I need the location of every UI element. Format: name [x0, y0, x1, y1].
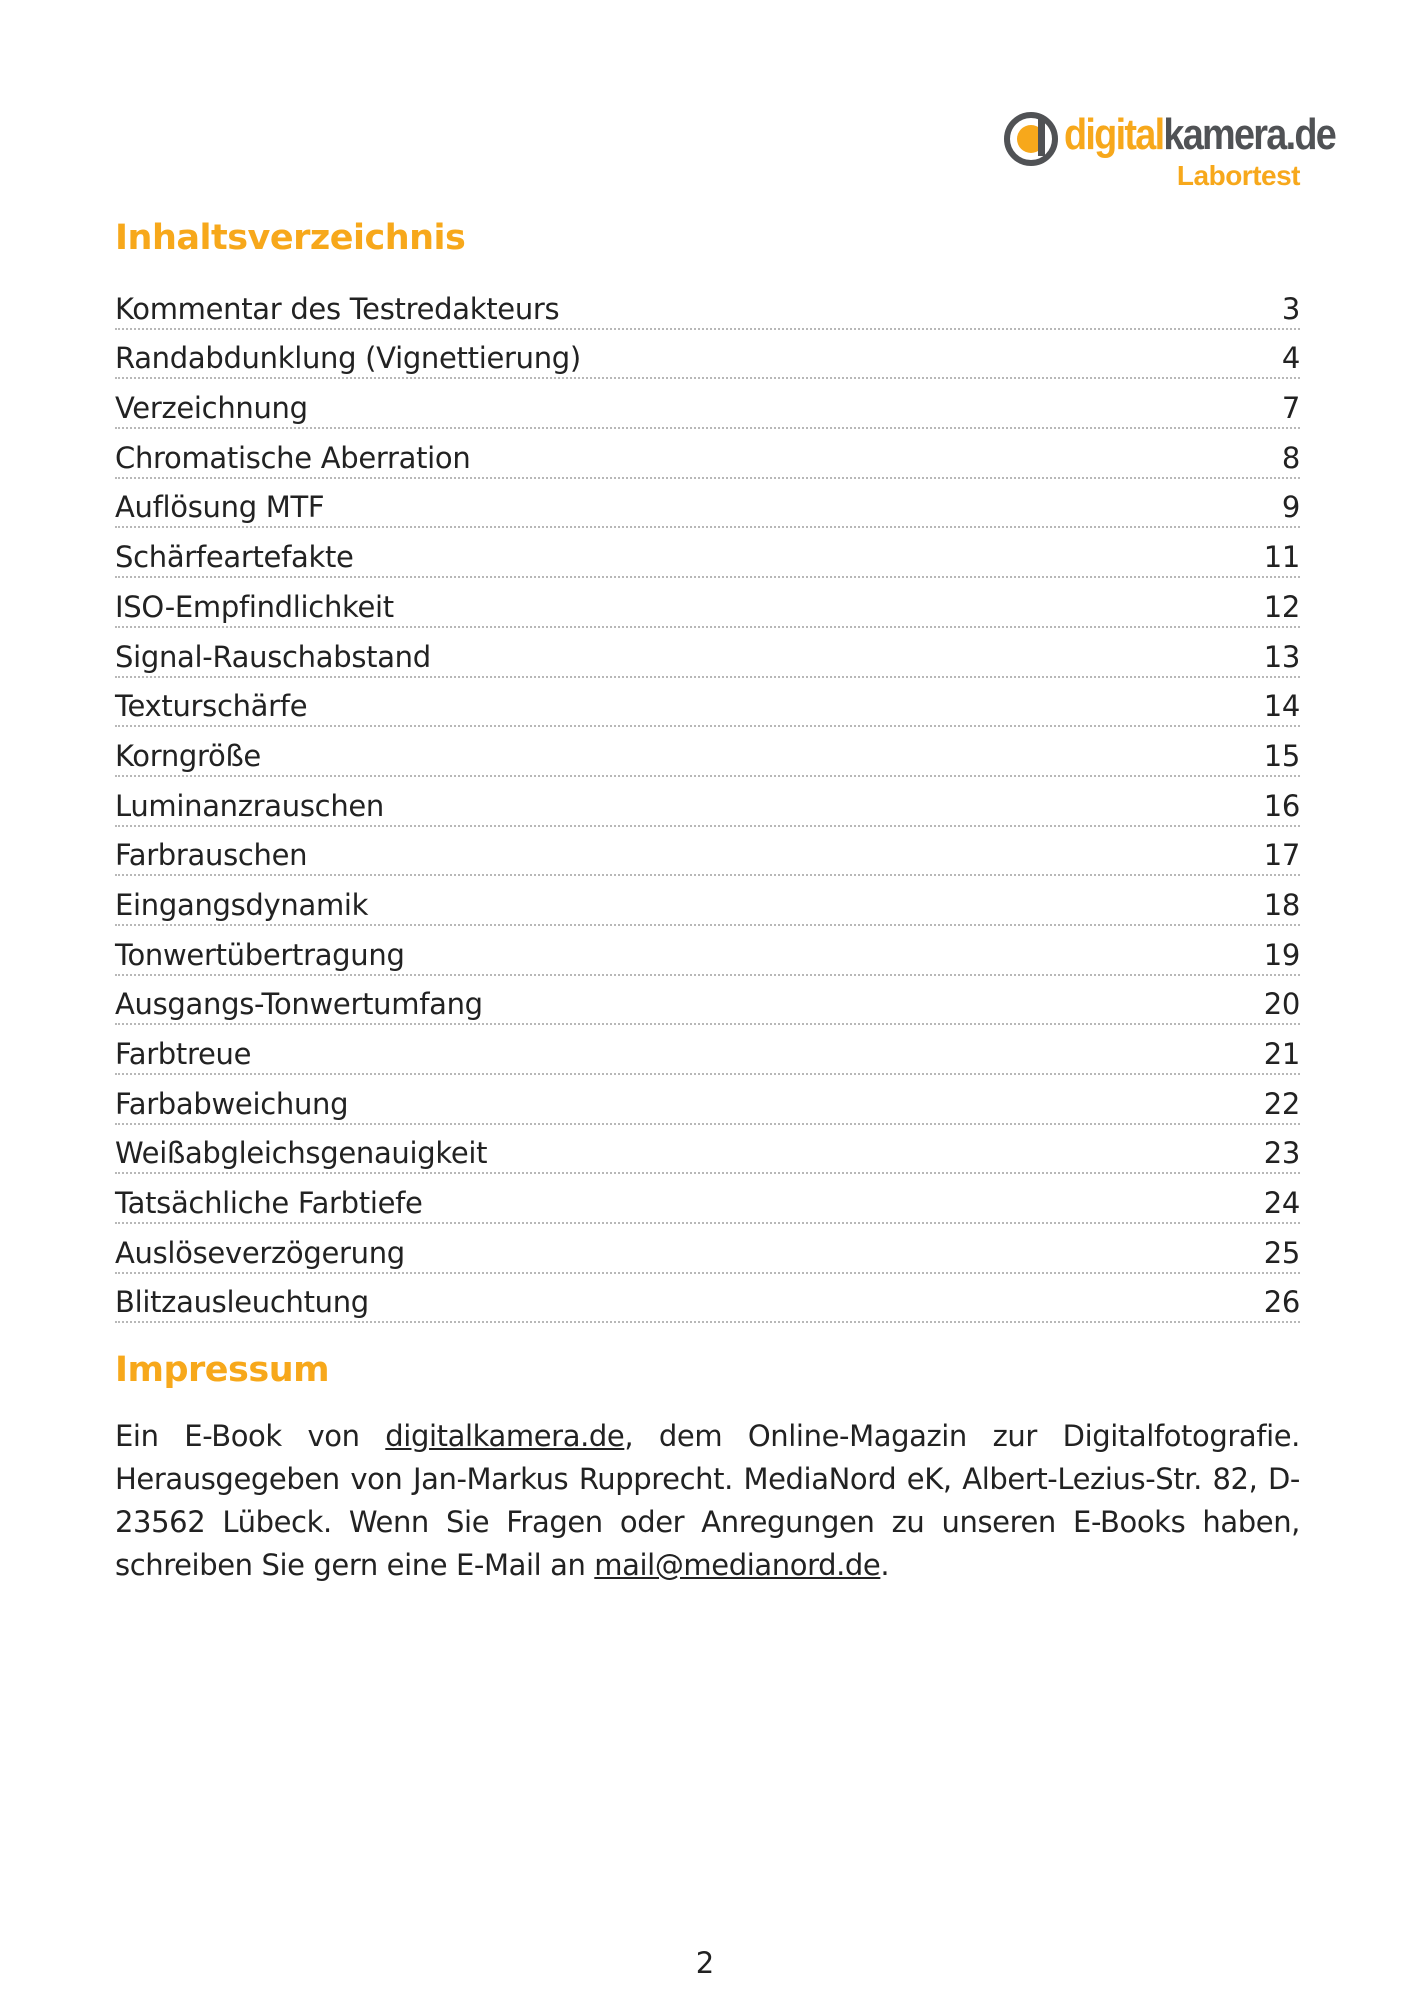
toc-entry-page: 26	[1263, 1285, 1300, 1320]
toc-entry-label: Farbabweichung	[115, 1086, 349, 1121]
toc-entry[interactable]	[115, 827, 1300, 877]
toc-entry-page: 24	[1263, 1186, 1300, 1221]
toc-entry-page: 13	[1263, 639, 1300, 674]
toc-entry-page: 22	[1263, 1086, 1300, 1121]
toc-entry-label: Auslöseverzögerung	[115, 1235, 405, 1270]
toc-entry[interactable]	[115, 578, 1300, 628]
toc-entry-page: 19	[1263, 937, 1300, 972]
toc-entry[interactable]	[115, 479, 1300, 529]
toc-entry[interactable]	[115, 976, 1300, 1026]
toc-entry[interactable]	[115, 727, 1300, 777]
toc-entry[interactable]	[115, 1174, 1300, 1224]
toc-entry[interactable]	[115, 1075, 1300, 1125]
toc-entry-label: Auflösung MTF	[115, 490, 325, 525]
digitalkamera-link[interactable]: digitalkamera.de	[385, 1419, 625, 1453]
toc-entry-label: Signal-Rauschabstand	[115, 639, 431, 674]
logo-tagline: Labortest	[1176, 160, 1300, 191]
digitalkamera-logo	[1000, 110, 1336, 200]
toc-entry-label: Farbrauschen	[115, 838, 308, 873]
toc-entry-label: Schärfeartefakte	[115, 540, 354, 575]
toc-entry-page: 16	[1263, 788, 1300, 823]
toc-title: Inhaltsverzeichnis	[115, 218, 466, 258]
impressum-text-middle: , dem Online-Magazin zur Digitalfotografie. Herausgegeben von Jan-Markus Rupprecht. MediaNord eK, Albert-Lezius-Str. 82, D-23562 Lübeck. Wenn Sie Fragen oder Anregungen zu unseren E-Books haben, schreiben Sie gern eine E-Mail an	[115, 1419, 1300, 1582]
toc-entry[interactable]	[115, 280, 1300, 330]
logo-domain-part1: digital	[1064, 110, 1164, 159]
toc-entry-label: Tonwertübertragung	[115, 937, 405, 972]
toc-entry-page: 11	[1263, 540, 1300, 575]
toc-entry-page: 18	[1263, 887, 1300, 922]
toc-entry-label: Korngröße	[115, 738, 261, 773]
toc-entry[interactable]	[115, 330, 1300, 380]
toc-entry[interactable]	[115, 429, 1300, 479]
toc-entry[interactable]	[115, 678, 1300, 728]
email-link[interactable]: mail@medianord.de	[594, 1548, 881, 1582]
logo-domain-text	[1064, 110, 1335, 160]
logo-domain-part2: kamera.de	[1163, 110, 1336, 159]
toc-entry-label: Farbtreue	[115, 1037, 252, 1071]
toc-entry-label: Luminanzrauschen	[115, 788, 385, 823]
toc-entry-label: Chromatische Aberration	[115, 440, 471, 475]
toc-entry-label: Randabdunklung (Vignettierung)	[115, 341, 581, 376]
page-number: 2	[695, 1946, 715, 1980]
toc-entry-label: Blitzausleuchtung	[115, 1285, 369, 1320]
impressum-text-before-link: Ein E-Book von	[115, 1419, 386, 1453]
toc-entry-page: 8	[1281, 440, 1300, 475]
impressum-title: Impressum	[115, 1350, 330, 1390]
toc-entry[interactable]	[115, 528, 1300, 578]
toc-entry[interactable]	[115, 1274, 1300, 1324]
toc-entry-label: Tatsächliche Farbtiefe	[115, 1186, 423, 1221]
toc-entry-label: Weißabgleichsgenauigkeit	[115, 1136, 488, 1171]
toc-entry[interactable]	[115, 926, 1300, 976]
toc-entry[interactable]	[115, 379, 1300, 429]
toc-entry-page: 7	[1281, 391, 1300, 426]
toc-entry[interactable]	[115, 876, 1300, 926]
toc-entry[interactable]	[115, 1025, 1300, 1075]
toc-entry[interactable]	[115, 1224, 1300, 1274]
toc-entry-label: Eingangsdynamik	[115, 887, 369, 922]
toc-entry-page: 9	[1281, 490, 1300, 525]
toc-entry[interactable]	[115, 628, 1300, 678]
toc-entry-page: 3	[1281, 291, 1300, 326]
table-of-contents	[115, 280, 1300, 1323]
toc-entry-label: Kommentar des Testredakteurs	[115, 291, 560, 326]
toc-entry-page: 25	[1263, 1235, 1300, 1270]
toc-entry-label: ISO-Empfindlichkeit	[115, 589, 394, 624]
toc-entry-page: 23	[1263, 1136, 1300, 1171]
impressum-text-end: .	[880, 1548, 890, 1582]
toc-entry[interactable]	[115, 1125, 1300, 1175]
toc-entry-page: 14	[1263, 689, 1300, 724]
toc-entry-label: Texturschärfe	[115, 689, 308, 724]
toc-entry-page: 4	[1281, 341, 1300, 376]
toc-entry-page: 20	[1263, 987, 1300, 1022]
toc-entry-page: 15	[1263, 738, 1300, 773]
toc-entry-page: 21	[1263, 1037, 1300, 1071]
toc-entry[interactable]	[115, 777, 1300, 827]
toc-entry-page: 17	[1263, 838, 1300, 873]
impressum-text	[115, 1415, 1300, 1587]
toc-entry-label: Ausgangs-Tonwertumfang	[115, 987, 483, 1022]
logo-d-icon	[1004, 112, 1058, 166]
toc-entry-label: Verzeichnung	[115, 391, 308, 426]
toc-entry-page: 12	[1263, 589, 1300, 624]
